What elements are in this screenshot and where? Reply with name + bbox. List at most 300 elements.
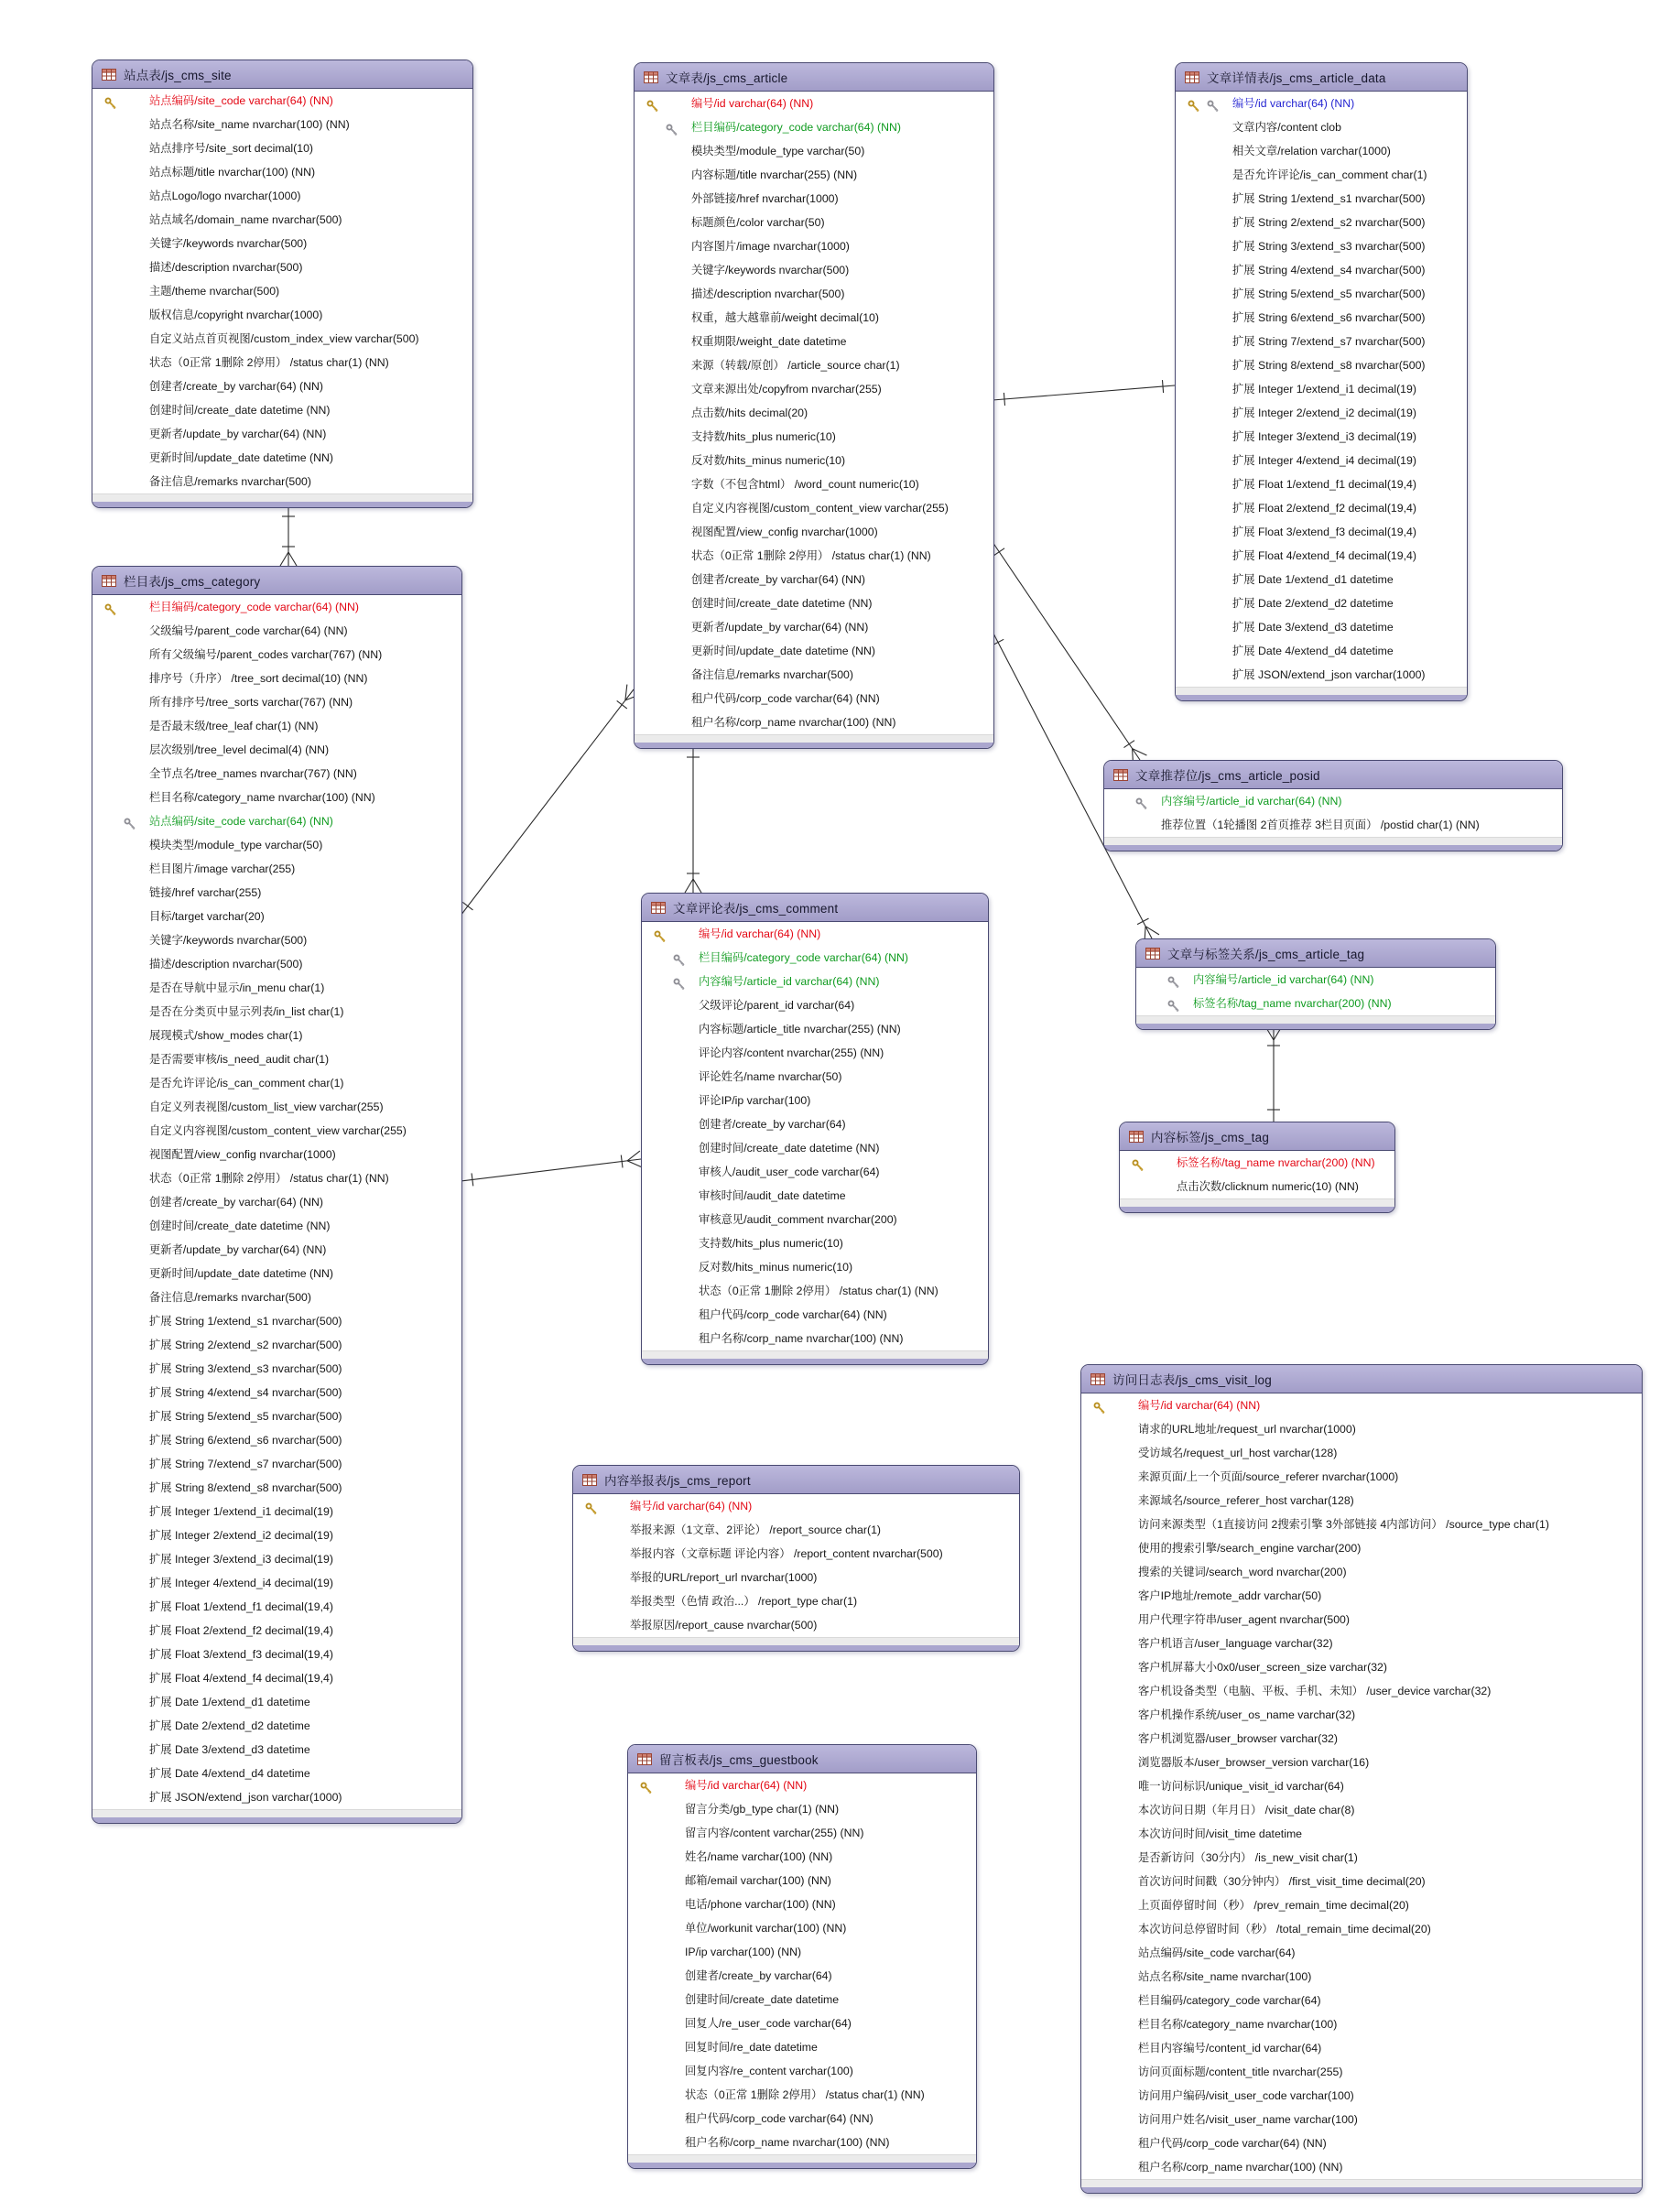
field-label: 支持数/hits_plus numeric(10) xyxy=(691,430,836,443)
table-footer-strip xyxy=(1120,1198,1394,1207)
field-row xyxy=(642,1017,988,1041)
field-label: 站点编码/site_code varchar(64) (NN) xyxy=(149,815,333,828)
field-row xyxy=(92,1428,461,1452)
field-label: 扩展 String 8/extend_s8 nvarchar(500) xyxy=(1232,359,1426,372)
field-row xyxy=(1176,92,1467,115)
field-row xyxy=(1081,1870,1642,1893)
field-label: 状态（0正常 1删除 2停用） /status char(1) (NN) xyxy=(149,1172,389,1185)
table-header[interactable] xyxy=(92,60,472,89)
primary-key-icon xyxy=(104,601,117,613)
field-label: 点击次数/clicknum numeric(10) (NN) xyxy=(1177,1180,1359,1193)
table-js_cms_article_data[interactable] xyxy=(1175,62,1468,701)
table-header[interactable] xyxy=(1104,761,1562,789)
field-row xyxy=(1081,1822,1642,1846)
field-label: 扩展 Integer 1/extend_i1 decimal(19) xyxy=(1232,383,1416,396)
primary-key-icon xyxy=(1132,1156,1145,1169)
field-label: 更新时间/update_date datetime (NN) xyxy=(149,1267,333,1280)
field-label: 自定义站点首页视图/custom_index_view varchar(500) xyxy=(149,332,419,345)
field-label: 更新者/update_by varchar(64) (NN) xyxy=(149,1243,327,1256)
foreign-key-icon xyxy=(1167,973,1180,986)
field-label: 视图配置/view_config nvarchar(1000) xyxy=(149,1148,336,1161)
field-label: 自定义内容视图/custom_content_view varchar(255) xyxy=(149,1124,407,1137)
field-label: 栏目图片/image varchar(255) xyxy=(149,862,296,875)
table-header[interactable] xyxy=(1120,1122,1394,1151)
field-row xyxy=(1081,1941,1642,1965)
field-label: 创建者/create_by varchar(64) (NN) xyxy=(149,380,323,393)
field-label: 审核人/audit_user_code varchar(64) xyxy=(699,1166,880,1178)
field-label: 来源（转载/原创） /article_source char(1) xyxy=(691,359,900,372)
field-label: 创建者/create_by varchar(64) (NN) xyxy=(149,1196,323,1209)
field-row xyxy=(92,303,472,327)
field-row xyxy=(642,1184,988,1208)
field-row xyxy=(1081,1679,1642,1703)
table-header[interactable] xyxy=(1176,63,1467,92)
field-row xyxy=(92,1500,461,1523)
field-row xyxy=(573,1566,1019,1589)
field-row xyxy=(1176,187,1467,211)
table-grid-icon xyxy=(637,1753,652,1765)
field-row xyxy=(1176,544,1467,568)
field-row xyxy=(92,160,472,184)
field-row xyxy=(92,1309,461,1333)
table-js_cms_category[interactable] xyxy=(92,566,462,1824)
foreign-key-icon xyxy=(1207,97,1220,110)
table-field-list xyxy=(92,595,461,1809)
field-label: 回复时间/re_date datetime xyxy=(685,2041,818,2054)
field-row xyxy=(573,1518,1019,1542)
field-label: 是否新访问（30分内） /is_new_visit char(1) xyxy=(1138,1851,1358,1864)
primary-key-icon xyxy=(640,1779,653,1792)
field-label: 状态（0正常 1删除 2停用） /status char(1) (NN) xyxy=(149,356,389,369)
foreign-key-icon xyxy=(666,121,678,134)
field-row xyxy=(1081,1703,1642,1727)
field-label: 回复人/re_user_code varchar(64) xyxy=(685,2017,852,2030)
field-label: 创建时间/create_date datetime (NN) xyxy=(149,1220,331,1232)
field-row xyxy=(92,1095,461,1119)
field-label: 浏览器版本/user_browser_version varchar(16) xyxy=(1138,1756,1370,1769)
field-label: 扩展 Date 4/extend_d4 datetime xyxy=(1232,645,1394,657)
field-label: 扩展 JSON/extend_json varchar(1000) xyxy=(1232,668,1426,681)
field-label: 扩展 Date 3/extend_d3 datetime xyxy=(149,1743,310,1756)
table-title: 站点表/js_cms_site xyxy=(124,69,232,82)
field-label: 自定义内容视图/custom_content_view varchar(255) xyxy=(691,502,949,515)
field-label: 举报原因/report_cause nvarchar(500) xyxy=(630,1619,818,1632)
field-row xyxy=(92,351,472,374)
field-row xyxy=(1104,813,1562,837)
field-label: 编号/id varchar(64) (NN) xyxy=(685,1779,808,1792)
field-row xyxy=(1176,234,1467,258)
field-row xyxy=(635,377,993,401)
field-row xyxy=(1104,789,1562,813)
field-row xyxy=(642,1160,988,1184)
field-label: 扩展 Integer 4/extend_i4 decimal(19) xyxy=(149,1577,333,1589)
field-row xyxy=(642,1041,988,1065)
field-label: 编号/id varchar(64) (NN) xyxy=(699,927,821,940)
field-label: 内容图片/image nvarchar(1000) xyxy=(691,240,850,253)
field-row xyxy=(92,1547,461,1571)
table-js_cms_site[interactable] xyxy=(92,60,473,508)
field-row xyxy=(1081,2131,1642,2155)
field-row xyxy=(1081,1751,1642,1774)
field-label: 留言分类/gb_type char(1) (NN) xyxy=(685,1803,840,1816)
field-label: 扩展 Float 2/extend_f2 decimal(19,4) xyxy=(149,1624,333,1637)
field-label: 租户代码/corp_code varchar(64) (NN) xyxy=(699,1308,887,1321)
field-label: 扩展 Date 1/extend_d1 datetime xyxy=(1232,573,1394,586)
field-row xyxy=(1081,1655,1642,1679)
field-row xyxy=(1176,472,1467,496)
field-row xyxy=(642,1065,988,1089)
field-label: 扩展 Integer 4/extend_i4 decimal(19) xyxy=(1232,454,1416,467)
field-label: 更新者/update_by varchar(64) (NN) xyxy=(691,621,869,634)
field-row xyxy=(642,993,988,1017)
field-row xyxy=(92,1619,461,1643)
field-row xyxy=(92,619,461,643)
field-row xyxy=(1081,2108,1642,2131)
field-row xyxy=(92,1381,461,1404)
field-row xyxy=(1081,1846,1642,1870)
field-row xyxy=(1081,1608,1642,1632)
field-label: 扩展 String 4/extend_s4 nvarchar(500) xyxy=(1232,264,1426,276)
table-footer-strip xyxy=(1081,2179,1642,2187)
field-label: 内容编号/article_id varchar(64) (NN) xyxy=(1161,795,1342,808)
field-row xyxy=(92,595,461,619)
field-label: 自定义列表视图/custom_list_view varchar(255) xyxy=(149,1101,384,1113)
table-js_cms_article[interactable] xyxy=(634,62,994,749)
table-title: 文章推荐位/js_cms_article_posid xyxy=(1135,769,1320,783)
field-row xyxy=(628,1964,976,1988)
field-row xyxy=(635,139,993,163)
field-row xyxy=(92,232,472,255)
field-row xyxy=(92,1666,461,1690)
field-row xyxy=(635,425,993,449)
table-js_cms_comment[interactable] xyxy=(641,893,989,1365)
field-row xyxy=(92,952,461,976)
field-row xyxy=(92,905,461,928)
field-row xyxy=(628,2107,976,2131)
field-row xyxy=(1081,1727,1642,1751)
field-row xyxy=(1081,1965,1642,1989)
field-label: 扩展 Integer 3/extend_i3 decimal(19) xyxy=(149,1553,333,1566)
field-row xyxy=(92,1333,461,1357)
field-label: IP/ip varchar(100) (NN) xyxy=(685,1946,802,1958)
field-row xyxy=(1176,568,1467,591)
primary-key-icon xyxy=(1188,97,1200,110)
field-row xyxy=(92,809,461,833)
field-label: 本次访问时间/visit_time datetime xyxy=(1138,1827,1303,1840)
table-header[interactable] xyxy=(642,894,988,922)
field-row xyxy=(628,2131,976,2154)
field-row xyxy=(92,1523,461,1547)
field-row xyxy=(92,1357,461,1381)
table-title: 留言板表/js_cms_guestbook xyxy=(659,1753,819,1767)
field-row xyxy=(635,401,993,425)
field-row xyxy=(635,591,993,615)
table-grid-icon xyxy=(102,575,116,587)
field-row xyxy=(573,1589,1019,1613)
field-row xyxy=(92,928,461,952)
field-row xyxy=(92,255,472,279)
field-row xyxy=(1136,968,1495,992)
field-row xyxy=(642,1255,988,1279)
field-label: 反对数/hits_minus numeric(10) xyxy=(691,454,846,467)
field-label: 反对数/hits_minus numeric(10) xyxy=(699,1261,853,1274)
field-row xyxy=(1176,353,1467,377)
table-grid-icon xyxy=(1090,1373,1105,1385)
field-label: 层次级别/tree_level decimal(4) (NN) xyxy=(149,743,330,756)
field-label: 评论IP/ip varchar(100) xyxy=(699,1094,811,1107)
field-row xyxy=(628,1845,976,1869)
field-row xyxy=(1176,639,1467,663)
field-row xyxy=(1176,425,1467,449)
field-label: 状态（0正常 1删除 2停用） /status char(1) (NN) xyxy=(699,1285,939,1297)
field-row xyxy=(635,163,993,187)
field-row xyxy=(92,1119,461,1143)
field-row xyxy=(642,922,988,946)
field-label: 是否最末级/tree_leaf char(1) (NN) xyxy=(149,720,319,732)
field-row xyxy=(92,1404,461,1428)
field-row xyxy=(1176,377,1467,401)
table-js_cms_visit_log[interactable] xyxy=(1080,1364,1643,2194)
field-label: 关键字/keywords nvarchar(500) xyxy=(149,237,308,250)
table-field-list xyxy=(1176,92,1467,687)
table-footer-strip xyxy=(92,493,472,502)
field-label: 内容标题/article_title nvarchar(255) (NN) xyxy=(699,1023,901,1036)
field-label: 扩展 Date 3/extend_d3 datetime xyxy=(1232,621,1394,634)
field-label: 编号/id varchar(64) (NN) xyxy=(1138,1399,1261,1412)
field-label: 父级编号/parent_code varchar(64) (NN) xyxy=(149,624,348,637)
table-title: 栏目表/js_cms_category xyxy=(124,575,261,589)
field-row xyxy=(92,786,461,809)
primary-key-icon xyxy=(585,1500,598,1513)
field-label: 状态（0正常 1删除 2停用） /status char(1) (NN) xyxy=(685,2088,925,2101)
table-js_cms_article_posid[interactable] xyxy=(1103,760,1563,851)
field-row xyxy=(1176,520,1467,544)
table-header[interactable] xyxy=(92,567,461,595)
field-label: 描述/description nvarchar(500) xyxy=(149,958,303,970)
field-label: 全节点名/tree_names nvarchar(767) (NN) xyxy=(149,767,357,780)
field-label: 权重，越大越靠前/weight decimal(10) xyxy=(691,311,879,324)
field-label: 推荐位置（1轮播图 2首页推荐 3栏目页面） /postid char(1) (NN) xyxy=(1161,819,1480,831)
field-row xyxy=(635,449,993,472)
field-label: 是否需要审核/is_need_audit char(1) xyxy=(149,1053,330,1066)
table-header[interactable] xyxy=(628,1745,976,1773)
field-row xyxy=(635,544,993,568)
field-label: 模块类型/module_type varchar(50) xyxy=(149,839,323,851)
field-label: 所有排序号/tree_sorts varchar(767) (NN) xyxy=(149,696,353,709)
table-footer-bar xyxy=(573,1645,1019,1651)
field-row xyxy=(1176,306,1467,330)
field-row xyxy=(92,1166,461,1190)
foreign-key-icon xyxy=(673,975,686,988)
field-label: 租户代码/corp_code varchar(64) (NN) xyxy=(691,692,880,705)
field-row xyxy=(628,2083,976,2107)
field-label: 扩展 Date 1/extend_d1 datetime xyxy=(149,1696,310,1708)
field-label: 链接/href varchar(255) xyxy=(149,886,262,899)
field-row xyxy=(1176,615,1467,639)
field-row xyxy=(92,643,461,667)
field-label: 租户代码/corp_code varchar(64) (NN) xyxy=(1138,2137,1327,2150)
field-row xyxy=(92,714,461,738)
field-label: 标签名称/tag_name nvarchar(200) (NN) xyxy=(1177,1156,1375,1169)
field-label: 外部链接/href nvarchar(1000) xyxy=(691,192,839,205)
table-footer-bar xyxy=(628,2163,976,2168)
field-row xyxy=(92,1643,461,1666)
field-row xyxy=(642,1327,988,1350)
table-header[interactable] xyxy=(573,1466,1019,1494)
field-row xyxy=(1136,992,1495,1015)
field-row xyxy=(92,374,472,398)
field-row xyxy=(92,1690,461,1714)
field-label: 创建时间/create_date datetime (NN) xyxy=(699,1142,880,1155)
field-label: 扩展 String 2/extend_s2 nvarchar(500) xyxy=(1232,216,1426,229)
primary-key-icon xyxy=(104,94,117,107)
field-row xyxy=(628,2059,976,2083)
table-title: 文章与标签关系/js_cms_article_tag xyxy=(1167,948,1365,961)
field-row xyxy=(1081,1917,1642,1941)
field-label: 创建者/create_by varchar(64) xyxy=(699,1118,846,1131)
table-js_cms_report[interactable] xyxy=(572,1465,1020,1652)
field-row xyxy=(628,1916,976,1940)
field-label: 回复内容/re_content varchar(100) xyxy=(685,2065,853,2077)
field-label: 租户名称/corp_name nvarchar(100) (NN) xyxy=(685,2136,890,2149)
table-footer-strip xyxy=(1104,837,1562,845)
field-label: 访问页面标题/content_title nvarchar(255) xyxy=(1138,2066,1343,2078)
table-footer-bar xyxy=(1081,2187,1642,2193)
field-row xyxy=(1081,1798,1642,1822)
table-footer-bar xyxy=(1104,845,1562,851)
field-row xyxy=(92,1190,461,1214)
field-label: 站点Logo/logo nvarchar(1000) xyxy=(149,190,301,202)
field-label: 扩展 Integer 1/extend_i1 decimal(19) xyxy=(149,1505,333,1518)
field-row xyxy=(642,1231,988,1255)
field-label: 标签名称/tag_name nvarchar(200) (NN) xyxy=(1193,997,1392,1010)
field-label: 客户机操作系统/user_os_name varchar(32) xyxy=(1138,1708,1356,1721)
relation-js_cms_article--js_cms_comment xyxy=(685,745,701,893)
field-row xyxy=(1176,663,1467,687)
field-row xyxy=(1081,1893,1642,1917)
field-label: 创建者/create_by varchar(64) (NN) xyxy=(691,573,865,586)
field-label: 是否允许评论/is_can_comment char(1) xyxy=(149,1077,344,1090)
field-label: 请求的URL地址/request_url nvarchar(1000) xyxy=(1138,1423,1356,1436)
field-row xyxy=(628,1988,976,2011)
table-title: 访问日志表/js_cms_visit_log xyxy=(1112,1373,1272,1387)
field-label: 扩展 Integer 2/extend_i2 decimal(19) xyxy=(149,1529,333,1542)
field-label: 排序号（升序） /tree_sort decimal(10) (NN) xyxy=(149,672,368,685)
field-row xyxy=(92,1285,461,1309)
table-footer-strip xyxy=(635,734,993,743)
table-js_cms_article_tag[interactable] xyxy=(1135,938,1496,1030)
field-label: 站点排序号/site_sort decimal(10) xyxy=(149,142,314,155)
field-row xyxy=(573,1542,1019,1566)
table-field-list xyxy=(635,92,993,734)
table-grid-icon xyxy=(651,902,666,914)
field-row xyxy=(1081,2060,1642,2084)
field-label: 单位/workunit varchar(100) (NN) xyxy=(685,1922,847,1935)
field-label: 创建时间/create_date datetime (NN) xyxy=(691,597,873,610)
field-label: 主题/theme nvarchar(500) xyxy=(149,285,280,298)
field-label: 访问来源类型（1直接访问 2搜索引擎 3外部链接 4内部访问） /source_type char(1) xyxy=(1138,1518,1549,1531)
field-row xyxy=(1081,1536,1642,1560)
field-row xyxy=(92,1047,461,1071)
field-row xyxy=(1081,1584,1642,1608)
field-row xyxy=(92,89,472,113)
field-row xyxy=(635,568,993,591)
field-label: 描述/description nvarchar(500) xyxy=(149,261,303,274)
field-row xyxy=(92,113,472,136)
field-label: 评论姓名/name nvarchar(50) xyxy=(699,1070,842,1083)
field-row xyxy=(92,1143,461,1166)
field-label: 本次访问日期（年月日） /visit_date char(8) xyxy=(1138,1804,1355,1816)
field-row xyxy=(92,1476,461,1500)
table-js_cms_guestbook[interactable] xyxy=(627,1744,977,2169)
table-footer-strip xyxy=(1176,687,1467,695)
field-row xyxy=(92,446,472,470)
field-label: 扩展 JSON/extend_json varchar(1000) xyxy=(149,1791,342,1804)
relation-js_cms_article--js_cms_article_data xyxy=(993,380,1175,406)
table-grid-icon xyxy=(1113,769,1128,781)
field-label: 文章内容/content clob xyxy=(1232,121,1341,134)
field-label: 租户名称/corp_name nvarchar(100) (NN) xyxy=(1138,2161,1343,2174)
field-label: 视图配置/view_config nvarchar(1000) xyxy=(691,526,878,538)
field-row xyxy=(635,710,993,734)
field-row xyxy=(92,1762,461,1785)
field-row xyxy=(628,2035,976,2059)
field-label: 举报内容（文章标题 评论内容） /report_content nvarchar(500) xyxy=(630,1547,943,1560)
field-row xyxy=(92,1024,461,1047)
field-label: 编号/id varchar(64) (NN) xyxy=(691,97,814,110)
field-label: 扩展 Integer 2/extend_i2 decimal(19) xyxy=(1232,407,1416,419)
field-label: 扩展 String 6/extend_s6 nvarchar(500) xyxy=(1232,311,1426,324)
field-label: 姓名/name varchar(100) (NN) xyxy=(685,1850,833,1863)
field-label: 扩展 Float 4/extend_f4 decimal(19,4) xyxy=(1232,549,1416,562)
field-row xyxy=(92,1571,461,1595)
field-label: 扩展 String 1/extend_s1 nvarchar(500) xyxy=(1232,192,1426,205)
table-footer-bar xyxy=(1136,1024,1495,1029)
field-row xyxy=(1176,591,1467,615)
field-label: 扩展 String 8/extend_s8 nvarchar(500) xyxy=(149,1481,342,1494)
relation-js_cms_category--js_cms_article xyxy=(461,685,640,916)
table-header[interactable] xyxy=(1136,939,1495,968)
foreign-key-icon xyxy=(1167,997,1180,1010)
field-row xyxy=(92,762,461,786)
table-header[interactable] xyxy=(1081,1365,1642,1393)
field-row xyxy=(635,687,993,710)
field-row xyxy=(92,1595,461,1619)
field-label: 举报的URL/report_url nvarchar(1000) xyxy=(630,1571,818,1584)
field-label: 栏目名称/category_name nvarchar(100) (NN) xyxy=(149,791,375,804)
relation-js_cms_tag--js_cms_article_tag xyxy=(1265,1026,1282,1122)
field-label: 本次访问总停留时间（秒） /total_remain_time decimal(20) xyxy=(1138,1923,1431,1936)
field-label: 内容编号/article_id varchar(64) (NN) xyxy=(699,975,880,988)
table-js_cms_tag[interactable] xyxy=(1119,1122,1395,1213)
field-label: 父级评论/parent_id varchar(64) xyxy=(699,999,855,1012)
table-footer-bar xyxy=(1176,695,1467,700)
field-label: 展现模式/show_modes char(1) xyxy=(149,1029,303,1042)
field-label: 备注信息/remarks nvarchar(500) xyxy=(149,475,311,488)
field-label: 状态（0正常 1删除 2停用） /status char(1) (NN) xyxy=(691,549,931,562)
field-label: 唯一访问标识/unique_visit_id varchar(64) xyxy=(1138,1780,1344,1793)
field-row xyxy=(1176,139,1467,163)
table-header[interactable] xyxy=(635,63,993,92)
field-row xyxy=(635,92,993,115)
field-row xyxy=(1081,2155,1642,2179)
field-label: 扩展 String 3/extend_s3 nvarchar(500) xyxy=(1232,240,1426,253)
foreign-key-icon xyxy=(673,951,686,964)
field-row xyxy=(92,184,472,208)
field-row xyxy=(1081,1489,1642,1513)
field-row xyxy=(635,615,993,639)
field-label: 栏目编码/category_code varchar(64) (NN) xyxy=(691,121,901,134)
